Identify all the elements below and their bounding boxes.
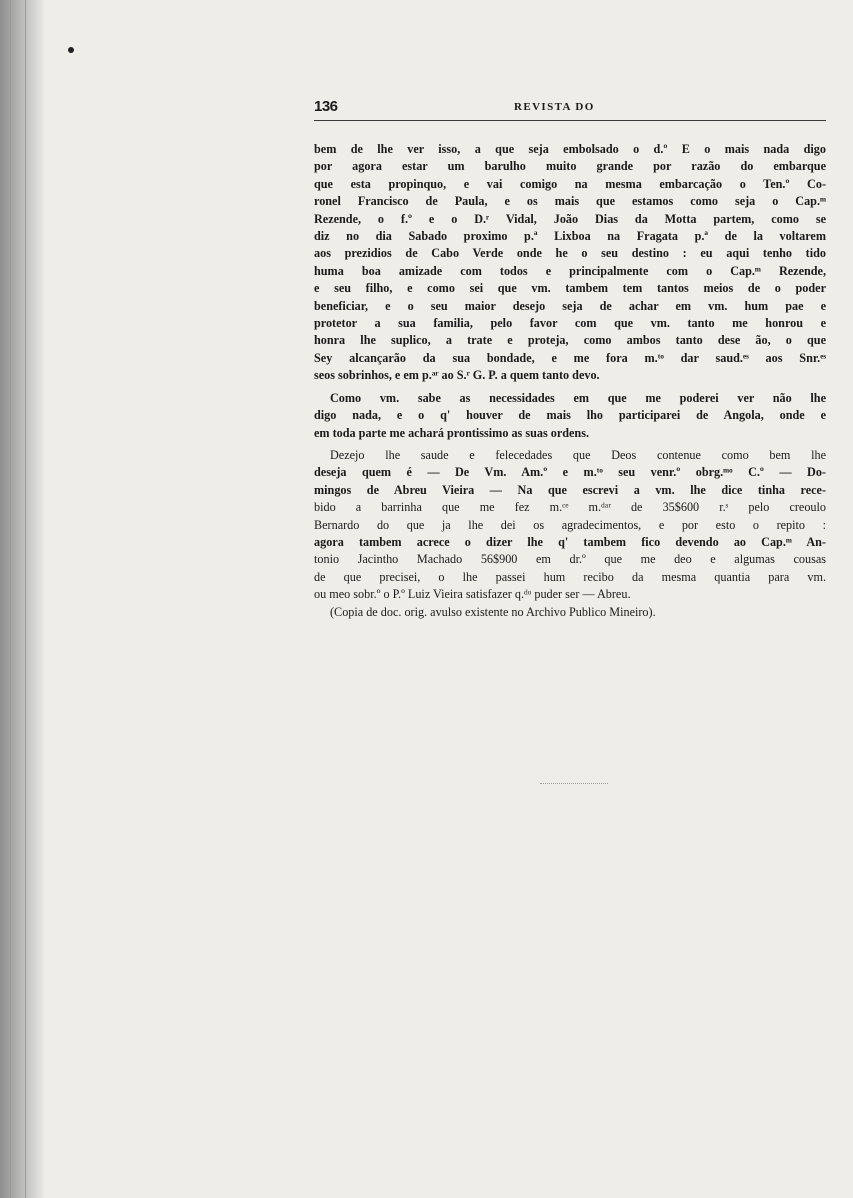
text-line: e seu filho, e como sei que vm. tambem tem tantos meios de o poder: [314, 281, 826, 296]
paragraph-1: [314, 141, 826, 385]
text-line: bido a barrinha que me fez m.ᶜᵉ m.ᵈᵃʳ de 35$600 r.ˢ pelo creoulo: [314, 500, 826, 515]
text-line: ronel Francisco de Paula, e os mais que estamos como seja o Cap.ᵐ: [314, 194, 826, 209]
page-header: [314, 98, 826, 118]
text-line: Como vm. sabe as necessidades em que me poderei ver não lhe: [330, 390, 826, 405]
text-line: Sey alcançarão da sua bondade, e me fora m.ᵗᵒ dar saud.ᵉˢ aos Snr.ᵉˢ: [314, 350, 826, 365]
source-citation: [314, 604, 826, 621]
gutter-crease: [10, 0, 11, 1198]
text-line: aos prezidios de Cabo Verde onde he o seu destino : eu aqui tenho tido: [314, 246, 826, 261]
page-gutter-shadow: [0, 0, 44, 1198]
text-line: beneficiar, e o seu maior desejo seja de achar em vm. hum pae e: [314, 298, 826, 313]
gutter-crease: [25, 0, 26, 1198]
text-line: huma boa amizade com todos e principalmente com o Cap.ᵐ Rezende,: [314, 263, 826, 278]
text-line: protetor a sua familia, pelo favor com que vm. tanto me honrou e: [314, 316, 826, 331]
page-number: 136: [314, 98, 338, 115]
body-text: [314, 141, 826, 621]
text-line: mingos de Abreu Vieira — Na que escrevi a vm. lhe dice tinha rece-: [314, 482, 826, 497]
end-ornament: [540, 783, 608, 788]
paragraph-3: [314, 447, 826, 604]
text-line: diz no dia Sabado proximo p.ª Lixboa na Fragata p.ª de la voltarem: [314, 229, 826, 244]
text-line: Bernardo do que ja lhe dei os agradecimentos, e por esto o repito :: [314, 517, 826, 532]
paragraph-2: [314, 390, 826, 442]
text-line: tonio Jacintho Machado 56$900 em dr.º que me deo e algumas cousas: [314, 552, 826, 567]
ink-spot: [68, 47, 74, 53]
text-line: digo nada, e o q' houver de mais lho participarei de Angola, onde e: [314, 408, 826, 423]
text-line: Dezejo lhe saude e felecedades que Deos contenue como bem lhe: [330, 447, 826, 462]
text-line: ou meo sobr.º o P.º Luiz Vieira satisfazer q.ᵈᵒ puder ser — Abreu.: [314, 587, 631, 602]
text-line: de que precisei, o lhe passei hum recibo da mesma quantia para vm.: [314, 569, 826, 584]
text-line: em toda parte me achará prontissimo as suas ordens.: [314, 425, 590, 440]
text-line: agora tambem acrece o dizer lhe q' tambem fico devendo ao Cap.ᵐ An-: [314, 534, 826, 549]
text-line: seos sobrinhos, e em p.ᵃʳ ao S.ʳ G. P. a quem tanto devo.: [314, 368, 600, 383]
text-line: bem de lhe ver isso, a que seja embolsado o d.º E o mais nada digo: [314, 142, 826, 156]
text-line: deseja quem é — De Vm. Am.º e m.ᵗᵒ seu venr.º obrg.ᵐᵒ C.º — Do-: [314, 465, 826, 480]
header-rule: [314, 120, 826, 121]
text-line: (Copia de doc. orig. avulso existente no Archivo Publico Mineiro).: [330, 604, 656, 619]
text-line: por agora estar um barulho muito grande por razão do embarque: [314, 159, 826, 174]
running-title: REVISTA DO: [514, 101, 595, 113]
text-line: honra lhe suplico, a trate e proteja, como ambos tanto dese ão, o que: [314, 333, 826, 348]
text-line: Rezende, o f.º e o D.ʳ Vidal, João Dias da Motta partem, como se: [314, 211, 826, 226]
text-line: que esta propinquo, e vai comigo na mesma embarcação o Ten.º Co-: [314, 176, 826, 191]
